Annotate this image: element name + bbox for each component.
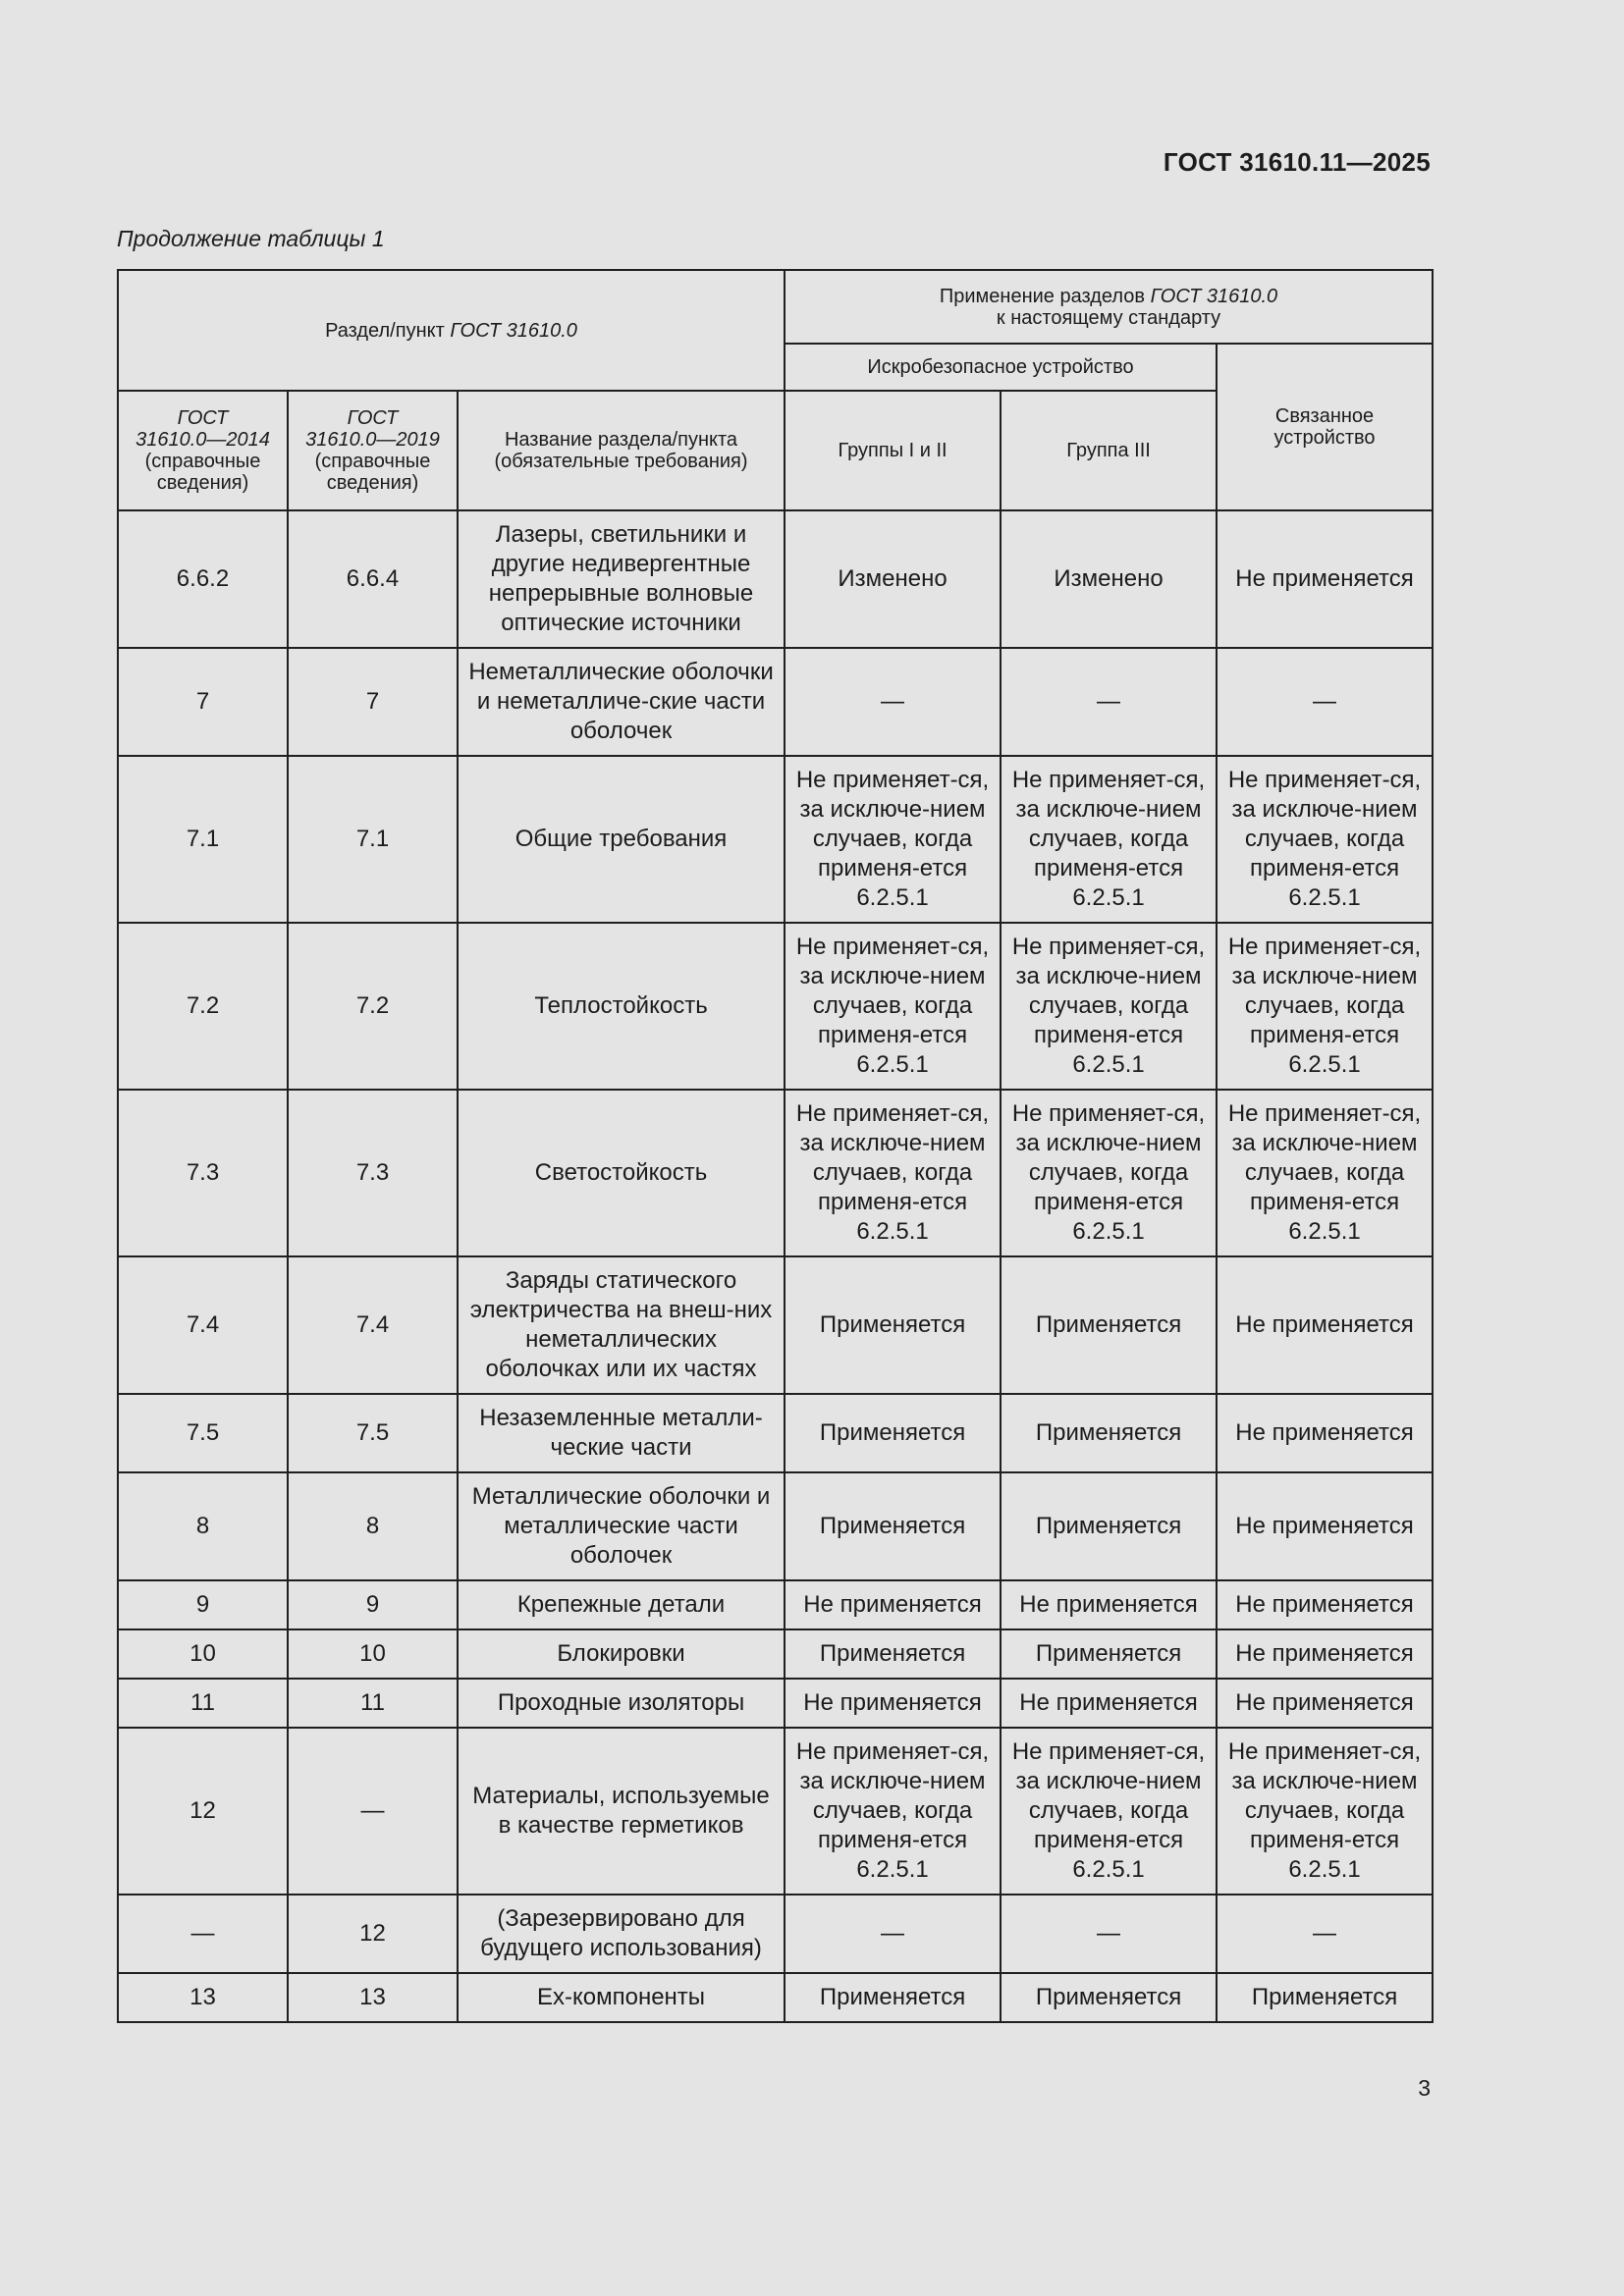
cell-group-3: Применяется — [1001, 1256, 1217, 1394]
page-number: 3 — [1418, 2075, 1431, 2101]
cell-gost-2014: 7.4 — [118, 1256, 288, 1394]
table-row — [118, 1973, 1433, 2022]
cell-gost-2014: 7.5 — [118, 1394, 288, 1472]
cell-gost-2019: 7.2 — [288, 923, 458, 1090]
cell-section-name: Общие требования — [458, 756, 785, 923]
section-header — [118, 270, 785, 391]
cell-group-3: Применяется — [1001, 1472, 1217, 1580]
cell-section-name: (Зарезервировано для будущего использования) — [458, 1895, 785, 1973]
cell-gost-2019: — — [288, 1728, 458, 1895]
document-code: ГОСТ 31610.11—2025 — [1163, 147, 1431, 177]
col-header-name: Название раздела/пункта (обязательные требования) — [458, 391, 785, 510]
cell-groups-1-2: — — [785, 648, 1001, 756]
cell-groups-1-2: Не применяет-ся, за исключе-нием случаев, когда применя-ется 6.2.5.1 — [785, 923, 1001, 1090]
table-row — [118, 756, 1433, 923]
cell-gost-2019: 8 — [288, 1472, 458, 1580]
section-header-ref: ГОСТ 31610.0 — [450, 319, 577, 342]
cell-group-3: Применяется — [1001, 1394, 1217, 1472]
cell-gost-2014: 7 — [118, 648, 288, 756]
cell-gost-2014: 6.6.2 — [118, 510, 288, 648]
cell-gost-2019: 10 — [288, 1629, 458, 1679]
cell-groups-1-2: Не применяется — [785, 1580, 1001, 1629]
cell-group-3: Применяется — [1001, 1973, 1217, 2022]
cell-gost-2014: 7.3 — [118, 1090, 288, 1256]
cell-group-3: Не применяет-ся, за исключе-нием случаев, когда применя-ется 6.2.5.1 — [1001, 1728, 1217, 1895]
cell-group-3: — — [1001, 648, 1217, 756]
cell-associated: — — [1217, 648, 1433, 756]
cell-associated: Не применяется — [1217, 1472, 1433, 1580]
associated-device-header: Связанное устройство — [1217, 344, 1433, 510]
table-row — [118, 648, 1433, 756]
cell-group-3: Не применяет-ся, за исключе-нием случаев, когда применя-ется 6.2.5.1 — [1001, 1090, 1217, 1256]
cell-section-name: Неметаллические оболочки и неметалличе-ские части оболочек — [458, 648, 785, 756]
cell-group-3: — — [1001, 1895, 1217, 1973]
cell-gost-2019: 13 — [288, 1973, 458, 2022]
cell-associated: Не применяется — [1217, 510, 1433, 648]
cell-gost-2014: 13 — [118, 1973, 288, 2022]
cell-gost-2019: 11 — [288, 1679, 458, 1728]
cell-section-name: Теплостойкость — [458, 923, 785, 1090]
cell-groups-1-2: Не применяет-ся, за исключе-нием случаев, когда применя-ется 6.2.5.1 — [785, 1090, 1001, 1256]
cell-gost-2014: 11 — [118, 1679, 288, 1728]
cell-associated: Не применяет-ся, за исключе-нием случаев, когда применя-ется 6.2.5.1 — [1217, 756, 1433, 923]
intrinsic-device-header: Искробезопасное устройство — [785, 344, 1217, 391]
section-header-prefix: Раздел/пункт — [325, 319, 451, 342]
cell-group-3: Не применяется — [1001, 1679, 1217, 1728]
applicability-table — [117, 269, 1434, 2023]
table-row — [118, 1090, 1433, 1256]
cell-gost-2019: 7.5 — [288, 1394, 458, 1472]
table-head — [118, 270, 1433, 510]
cell-gost-2014: 10 — [118, 1629, 288, 1679]
cell-gost-2019: 9 — [288, 1580, 458, 1629]
table-row — [118, 1679, 1433, 1728]
cell-groups-1-2: Применяется — [785, 1394, 1001, 1472]
col-2014-b: 31610.0—2014 — [135, 429, 270, 451]
table-row — [118, 1580, 1433, 1629]
col-header-group-3: Группа III — [1001, 391, 1217, 510]
cell-groups-1-2: Применяется — [785, 1629, 1001, 1679]
cell-associated: Не применяется — [1217, 1256, 1433, 1394]
cell-gost-2014: 7.2 — [118, 923, 288, 1090]
table-row — [118, 1895, 1433, 1973]
application-header-ref: ГОСТ 31610.0 — [1150, 285, 1278, 307]
cell-section-name: Лазеры, светильники и другие недивергентные непрерывные волновые оптические источники — [458, 510, 785, 648]
col-2014-c: (справочные сведения) — [144, 451, 261, 494]
cell-gost-2019: 7.3 — [288, 1090, 458, 1256]
cell-section-name: Металлические оболочки и металлические части оболочек — [458, 1472, 785, 1580]
cell-section-name: Проходные изоляторы — [458, 1679, 785, 1728]
cell-groups-1-2: Не применяет-ся, за исключе-нием случаев, когда применя-ется 6.2.5.1 — [785, 756, 1001, 923]
cell-associated: — — [1217, 1895, 1433, 1973]
table-row — [118, 1472, 1433, 1580]
cell-gost-2014: — — [118, 1895, 288, 1973]
cell-associated: Не применяется — [1217, 1394, 1433, 1472]
cell-section-name: Заряды статического электричества на внеш-них неметаллических оболочках или их частях — [458, 1256, 785, 1394]
cell-groups-1-2: Не применяется — [785, 1679, 1001, 1728]
cell-associated: Не применяет-ся, за исключе-нием случаев, когда применя-ется 6.2.5.1 — [1217, 1728, 1433, 1895]
table-row — [118, 1394, 1433, 1472]
col-header-2014 — [118, 391, 288, 510]
table-row — [118, 923, 1433, 1090]
table-row — [118, 1256, 1433, 1394]
cell-groups-1-2: Применяется — [785, 1256, 1001, 1394]
cell-gost-2014: 7.1 — [118, 756, 288, 923]
cell-associated: Не применяется — [1217, 1580, 1433, 1629]
cell-groups-1-2: Применяется — [785, 1973, 1001, 2022]
col-header-groups-1-2: Группы I и II — [785, 391, 1001, 510]
cell-group-3: Применяется — [1001, 1629, 1217, 1679]
table-row — [118, 510, 1433, 648]
cell-group-3: Не применяется — [1001, 1580, 1217, 1629]
cell-groups-1-2: Изменено — [785, 510, 1001, 648]
cell-group-3: Не применяет-ся, за исключе-нием случаев, когда применя-ется 6.2.5.1 — [1001, 756, 1217, 923]
cell-gost-2019: 7.1 — [288, 756, 458, 923]
col-2019-b: 31610.0—2019 — [305, 429, 440, 451]
cell-section-name: Ex-компоненты — [458, 1973, 785, 2022]
cell-gost-2014: 12 — [118, 1728, 288, 1895]
cell-gost-2019: 6.6.4 — [288, 510, 458, 648]
table-caption: Продолжение таблицы 1 — [117, 226, 385, 251]
cell-section-name: Крепежные детали — [458, 1580, 785, 1629]
cell-group-3: Изменено — [1001, 510, 1217, 648]
cell-groups-1-2: Не применяет-ся, за исключе-нием случаев, когда применя-ется 6.2.5.1 — [785, 1728, 1001, 1895]
col-2019-a: ГОСТ — [347, 407, 399, 429]
table-body — [118, 510, 1433, 2022]
application-header-suffix: к настоящему стандарту — [996, 306, 1221, 329]
table-row — [118, 1629, 1433, 1679]
table-row — [118, 1728, 1433, 1895]
cell-groups-1-2: — — [785, 1895, 1001, 1973]
cell-gost-2019: 12 — [288, 1895, 458, 1973]
col-2019-c: (справочные сведения) — [314, 451, 431, 494]
cell-associated: Не применяет-ся, за исключе-нием случаев, когда применя-ется 6.2.5.1 — [1217, 1090, 1433, 1256]
cell-gost-2014: 8 — [118, 1472, 288, 1580]
cell-section-name: Светостойкость — [458, 1090, 785, 1256]
application-header-prefix: Применение разделов — [939, 285, 1151, 307]
cell-gost-2014: 9 — [118, 1580, 288, 1629]
cell-associated: Не применяется — [1217, 1679, 1433, 1728]
cell-gost-2019: 7.4 — [288, 1256, 458, 1394]
cell-section-name: Материалы, используемые в качестве герметиков — [458, 1728, 785, 1895]
col-2014-a: ГОСТ — [177, 407, 229, 429]
cell-associated: Не применяет-ся, за исключе-нием случаев, когда применя-ется 6.2.5.1 — [1217, 923, 1433, 1090]
cell-associated: Применяется — [1217, 1973, 1433, 2022]
cell-gost-2019: 7 — [288, 648, 458, 756]
col-header-2019 — [288, 391, 458, 510]
cell-groups-1-2: Применяется — [785, 1472, 1001, 1580]
cell-associated: Не применяется — [1217, 1629, 1433, 1679]
cell-section-name: Незаземленные металли-ческие части — [458, 1394, 785, 1472]
cell-section-name: Блокировки — [458, 1629, 785, 1679]
application-header — [785, 270, 1433, 344]
cell-group-3: Не применяет-ся, за исключе-нием случаев, когда применя-ется 6.2.5.1 — [1001, 923, 1217, 1090]
